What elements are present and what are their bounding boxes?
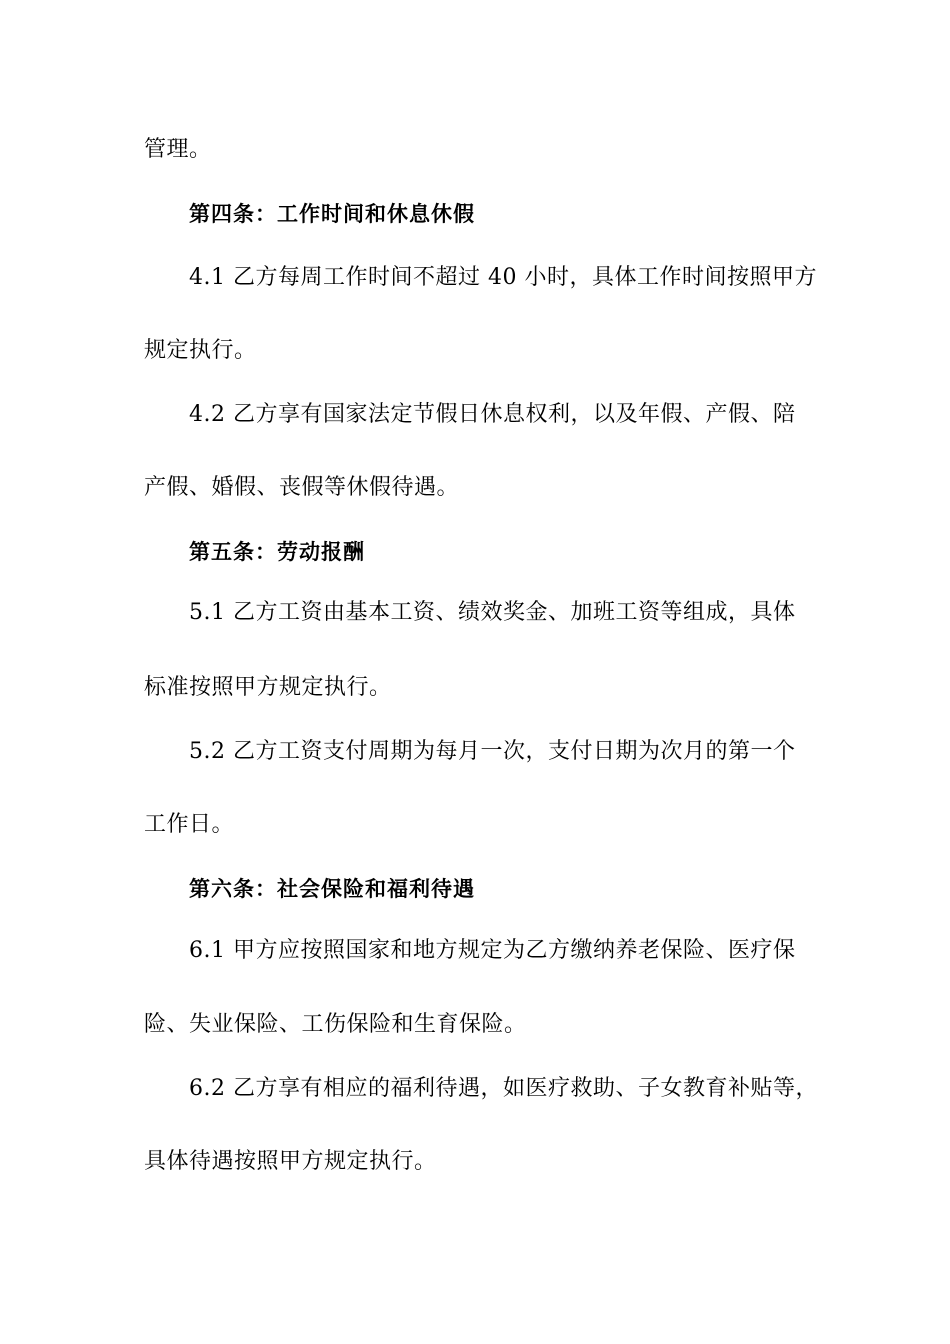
clause-6-1-line-1: 6.1 甲方应按照国家和地方规定为乙方缴纳养老保险、医疗保 [189, 938, 796, 963]
clause-6-2-line-2: 具体待遇按照甲方规定执行。 [144, 1149, 437, 1174]
clause-4-1-line-1: 4.1 乙方每周工作时间不超过 40 小时，具体工作时间按照甲方 [189, 265, 817, 290]
clause-5-2-line-2: 工作日。 [144, 812, 235, 837]
paragraph-continuation: 管理。 [144, 137, 212, 162]
clause-5-1-line-1: 5.1 乙方工资由基本工资、绩效奖金、加班工资等组成，具体 [189, 600, 796, 625]
section-heading-article-6: 第六条：社会保险和福利待遇 [189, 877, 475, 901]
section-heading-article-5: 第五条：劳动报酬 [189, 540, 365, 564]
clause-5-1-line-2: 标准按照甲方规定执行。 [144, 675, 392, 700]
clause-4-2-line-2: 产假、婚假、丧假等休假待遇。 [144, 475, 460, 500]
clause-6-2-line-1: 6.2 乙方享有相应的福利待遇，如医疗救助、子女教育补贴等， [189, 1076, 818, 1101]
clause-4-2-line-1: 4.2 乙方享有国家法定节假日休息权利，以及年假、产假、陪 [189, 402, 796, 427]
clause-6-1-line-2: 险、失业保险、工伤保险和生育保险。 [144, 1012, 527, 1037]
clause-4-1-line-2: 规定执行。 [144, 338, 257, 363]
clause-5-2-line-1: 5.2 乙方工资支付周期为每月一次，支付日期为次月的第一个 [189, 739, 796, 764]
section-heading-article-4: 第四条：工作时间和休息休假 [189, 202, 475, 226]
